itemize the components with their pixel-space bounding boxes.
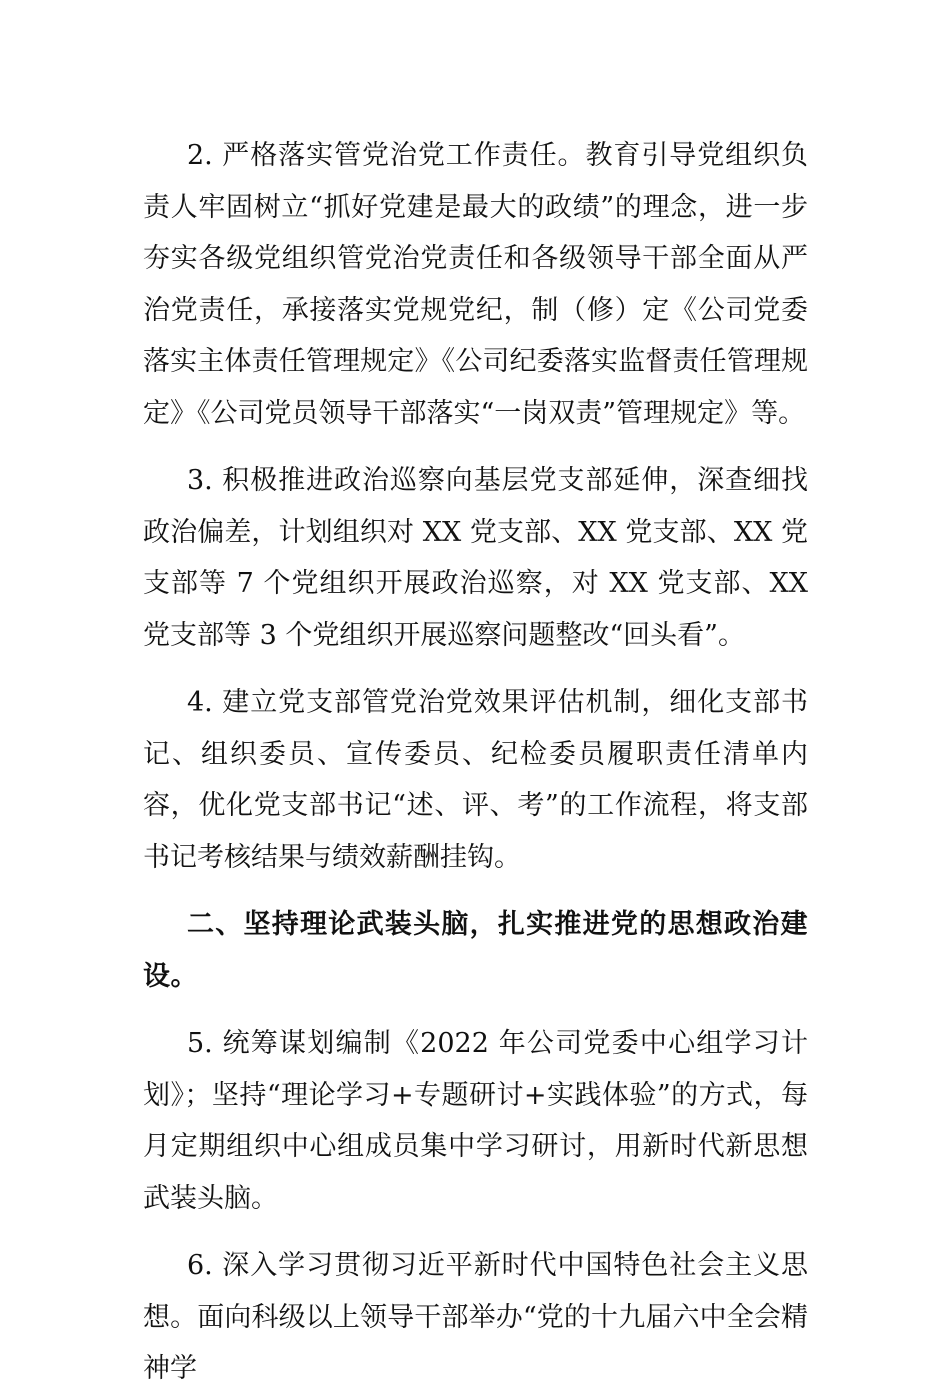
paragraph-item-4: 4. 建立党支部管党治党效果评估机制，细化支部书记、组织委员、宣传委员、纪检委员履职责任清单内容，优化党支部书记“述、评、考”的工作流程，将支部书记考核结果与绩效薪酬挂钩。 — [143, 687, 808, 873]
paragraph-item-2: 2. 严格落实管党治党工作责任。教育引导党组织负责人牢固树立“抓好党建是最大的政绩”的理念，进一步夯实各级党组织管党治党责任和各级领导干部全面从严治党责任，承接落实党规党纪，制（修）定《公司党委落实主体责任管理规定》《公司纪委落实监督责任管理规定》《公司党员领导干部落实“一岗双责”管理规定》等。 — [143, 140, 808, 429]
paragraph-item-5: 5. 统筹谋划编制《2022 年公司党委中心组学习计划》；坚持“理论学习+专题研讨+实践体验”的方式，每月定期组织中心组成员集中学习研讨，用新时代新思想武装头脑。 — [143, 1028, 808, 1214]
section-heading-2: 二、坚持理论武装头脑，扎实推进党的思想政治建设。 — [143, 909, 808, 992]
document-body — [143, 130, 808, 1395]
paragraph-item-6: 6. 深入学习贯彻习近平新时代中国特色社会主义思想。面向科级以上领导干部举办“党的十九届六中全会精神学 — [143, 1250, 808, 1384]
paragraph-item-3: 3. 积极推进政治巡察向基层党支部延伸，深查细找政治偏差，计划组织对 XX 党支部、XX 党支部、XX 党支部等 7 个党组织开展政治巡察，对 XX 党支部、XX 党支部等 3 个党组织开展巡察问题整改“回头看”。 — [143, 465, 808, 651]
